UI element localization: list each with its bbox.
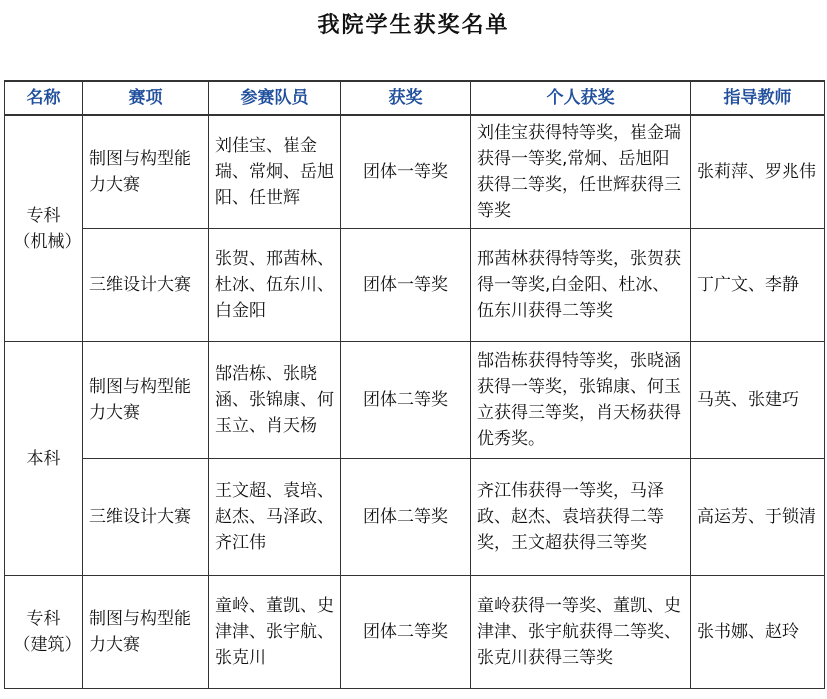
members-cell: 张贺、邢茜林、杜冰、伍东川、白金阳 [209, 229, 341, 342]
tutor-cell: 高运芳、于锁清 [691, 459, 825, 576]
individual-cell: 郜浩栋获得特等奖，张晓涵获得一等奖，张锦康、何玉立获得三等奖，肖天杨获得优秀奖。 [471, 342, 691, 459]
event-cell: 制图与构型能力大赛 [83, 342, 209, 459]
tutor-cell: 丁广文、李静 [691, 229, 825, 342]
table-row [5, 115, 825, 229]
header-tutor: 指导教师 [691, 81, 825, 115]
header-category: 名称 [5, 81, 83, 115]
individual-cell: 邢茜林获得特等奖，张贺获得一等奖,白金阳、杜冰、伍东川获得二等奖 [471, 229, 691, 342]
category-label: 专科（建筑） [13, 609, 82, 655]
members-cell: 童岭、董凯、史津津、张宇航、张克川 [209, 576, 341, 689]
page-title: 我院学生获奖名单 [317, 13, 510, 38]
header-event: 赛项 [83, 81, 209, 115]
category-label: 本科 [26, 448, 61, 469]
award-cell: 团体一等奖 [341, 115, 471, 229]
table-row [5, 459, 825, 576]
header-members: 参赛队员 [209, 81, 341, 115]
tutor-cell: 张莉萍、罗兆伟 [691, 115, 825, 229]
award-cell: 团体二等奖 [341, 459, 471, 576]
table-row [5, 229, 825, 342]
table-row [5, 576, 825, 689]
header-award: 获奖 [341, 81, 471, 115]
event-cell: 三维设计大赛 [83, 229, 209, 342]
event-cell: 制图与构型能力大赛 [83, 115, 209, 229]
members-cell: 王文超、袁培、赵杰、马泽政、齐江伟 [209, 459, 341, 576]
members-cell: 刘佳宝、崔金瑞、常炯、岳旭阳、任世辉 [209, 115, 341, 229]
category-label: 专科（机械） [13, 205, 82, 252]
members-cell: 郜浩栋、张晓涵、张锦康、何玉立、肖天杨 [209, 342, 341, 459]
table-row [5, 342, 825, 459]
header-individual: 个人获奖 [471, 81, 691, 115]
awards-table [4, 80, 825, 689]
award-cell: 团体二等奖 [341, 576, 471, 689]
tutor-cell: 张书娜、赵玲 [691, 576, 825, 689]
header-row [5, 81, 825, 115]
individual-cell: 刘佳宝获得特等奖，崔金瑞获得一等奖,常炯、岳旭阳获得二等奖，任世辉获得三等奖 [471, 115, 691, 229]
category-cell [5, 342, 83, 576]
event-cell: 三维设计大赛 [83, 459, 209, 576]
award-cell: 团体二等奖 [341, 342, 471, 459]
category-cell [5, 576, 83, 689]
award-cell: 团体一等奖 [341, 229, 471, 342]
tutor-cell: 马英、张建巧 [691, 342, 825, 459]
individual-cell: 童岭获得一等奖、董凯、史津津、张宇航获得二等奖、张克川获得三等奖 [471, 576, 691, 689]
category-cell [5, 115, 83, 342]
individual-cell: 齐江伟获得一等奖，马泽政、赵杰、袁培获得二等奖，王文超获得三等奖 [471, 459, 691, 576]
event-cell: 制图与构型能力大赛 [83, 576, 209, 689]
